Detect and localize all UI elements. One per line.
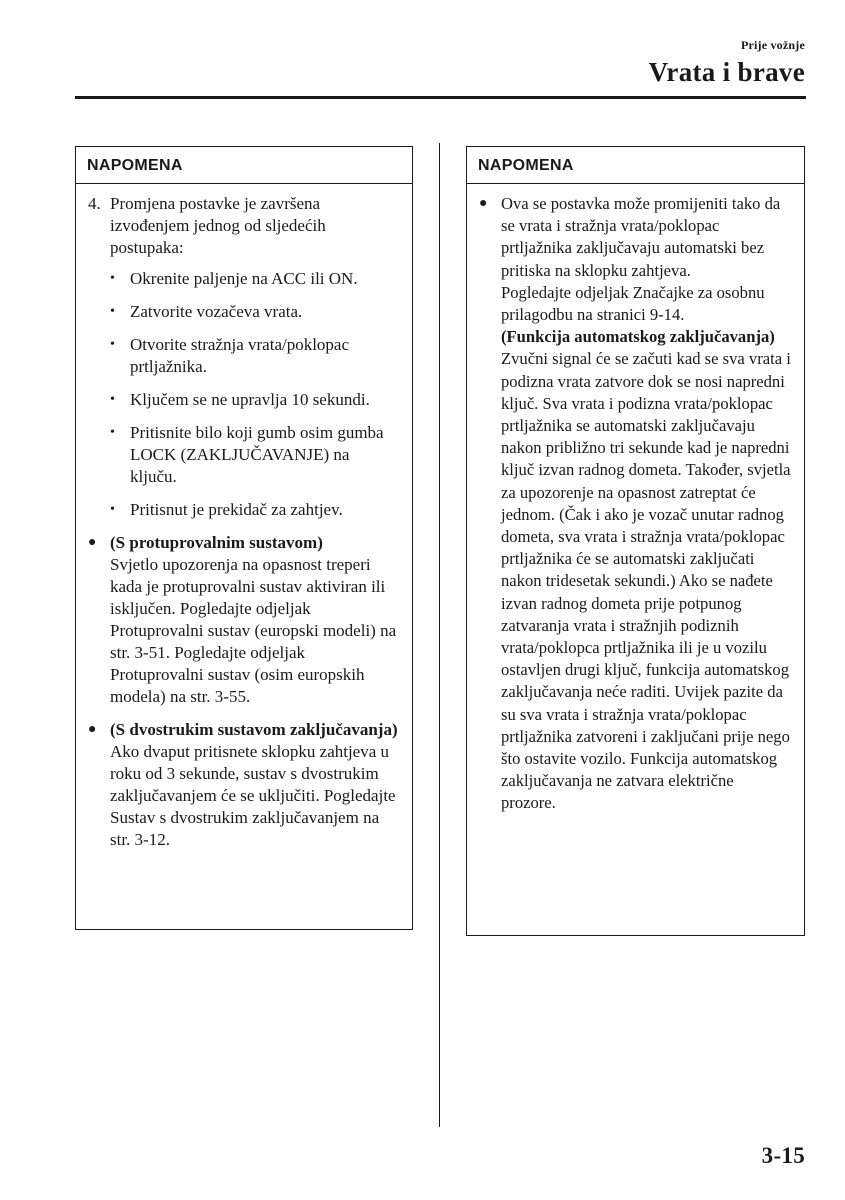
bullet-icon: • xyxy=(110,392,115,407)
bullet-icon: ● xyxy=(88,535,97,550)
bullet-icon: ● xyxy=(88,722,97,737)
sub-list xyxy=(110,268,400,521)
note-heading: NAPOMENA xyxy=(467,147,804,184)
column-divider xyxy=(439,143,440,1127)
list-item-text: Pritisnite bilo koji gumb osim gumba LOCK (ZAKLJUČAVANJE) na ključu. xyxy=(130,423,384,486)
list-item-text: Zatvorite vozačeva vrata. xyxy=(130,302,303,321)
numbered-item xyxy=(88,193,400,259)
reference-text: Pogledajte odjeljak Značajke za osobnu prilagodbu na stranici 9-14. xyxy=(501,282,765,325)
bullet-item xyxy=(479,193,792,815)
page-number: 3-15 xyxy=(761,1143,805,1168)
bullet-text xyxy=(110,719,400,851)
header-rule xyxy=(75,96,806,99)
bullet-icon: • xyxy=(110,337,115,352)
item-number: 4. xyxy=(88,194,101,213)
note-body xyxy=(76,184,412,851)
right-note-box xyxy=(466,146,805,936)
bullet-heading: (S dvostrukim sustavom zaključavanja) xyxy=(110,720,398,739)
bullet-icon: • xyxy=(110,502,115,517)
bullet-intro: Ova se postavka može promijeniti tako da se vrata i stražnja vrata/poklopac prtljažnika zaključavaju automatski bez pritiska na sklopku zahtjeva. xyxy=(501,194,781,280)
bullet-heading: (S protuprovalnim sustavom) xyxy=(110,533,323,552)
bullet-icon: • xyxy=(110,425,115,440)
list-item-text: Otvorite stražnja vrata/poklopac prtljažnika. xyxy=(130,335,350,376)
list-item xyxy=(110,301,400,323)
list-item-text: Pritisnut je prekidač za zahtjev. xyxy=(130,500,343,519)
item-text: Promjena postavke je završena izvođenjem jednog od sljedećih postupaka: xyxy=(110,194,326,257)
bullet-text xyxy=(501,193,792,815)
bullet-item xyxy=(88,532,400,708)
bullet-body: Svjetlo upozorenja na opasnost treperi kada je protuprovalni sustav aktiviran ili isključen. Pogledajte odjeljak Protuprovalni sustav (europski modeli) na str. 3-51. Pogledajte odjeljak Protuprovalni sustav (osim europskih modela) na str. 3-55. xyxy=(110,555,397,706)
bullet-body: Zvučni signal će se začuti kad se sva vrata i podizna vrata zatvore dok se nosi napredni ključ. Sva vrata i podizna vrata/poklopac prtljažnika se automatski zaključavaju nakon približno tri sekunde kad je napredni ključ izvan radnog dometa. Također, svjetla za upozorenje na opasnost zatreptat će jednom. (Čak i ako je vozač unutar radnog dometa, sva vrata i stražnja vrata/poklopac prtljažnika će se automatski zaključati nakon tridesetak sekundi.) Ako se nađete izvan radnog dometa prije potpunog zatvaranja vrata i stražnjih podiznih vrata/poklopca prtljažnika ili je u vozilu ostavljen drugi ključ, funkcija automatskog zaključavanja neće raditi. Uvijek pazite da su sva vrata i stražnja vrata/poklopac prtljažnika zatvoreni i zaključani prije nego što ostavite vozilo. Funkcija automatskog zaključavanja ne zatvara električne prozore. xyxy=(501,349,791,813)
list-item xyxy=(110,499,400,521)
list-item-text: Ključem se ne upravlja 10 sekundi. xyxy=(130,390,370,409)
list-item xyxy=(110,422,400,488)
bullet-icon: • xyxy=(110,271,115,286)
list-item xyxy=(110,268,400,290)
list-item xyxy=(110,389,400,411)
bullet-body: Ako dvaput pritisnete sklopku zahtjeva u roku od 3 sekunde, sustav s dvostrukim zaključavanjem će se uključiti. Pogledajte Sustav s dvostrukim zaključavanjem na str. 3-12. xyxy=(110,742,396,849)
bullet-icon: ● xyxy=(479,196,488,211)
section-label: Prije vožnje xyxy=(740,38,805,52)
bullet-text xyxy=(110,532,400,708)
list-item xyxy=(110,334,400,378)
bullet-icon: • xyxy=(110,304,115,319)
note-body xyxy=(467,184,804,815)
page-title: Vrata i brave xyxy=(648,57,805,87)
bullet-item xyxy=(88,719,400,851)
bullet-heading: (Funkcija automatskog zaključavanja) xyxy=(501,327,775,347)
note-heading: NAPOMENA xyxy=(76,147,412,184)
left-note-box xyxy=(75,146,413,930)
list-item-text: Okrenite paljenje na ACC ili ON. xyxy=(130,269,358,288)
